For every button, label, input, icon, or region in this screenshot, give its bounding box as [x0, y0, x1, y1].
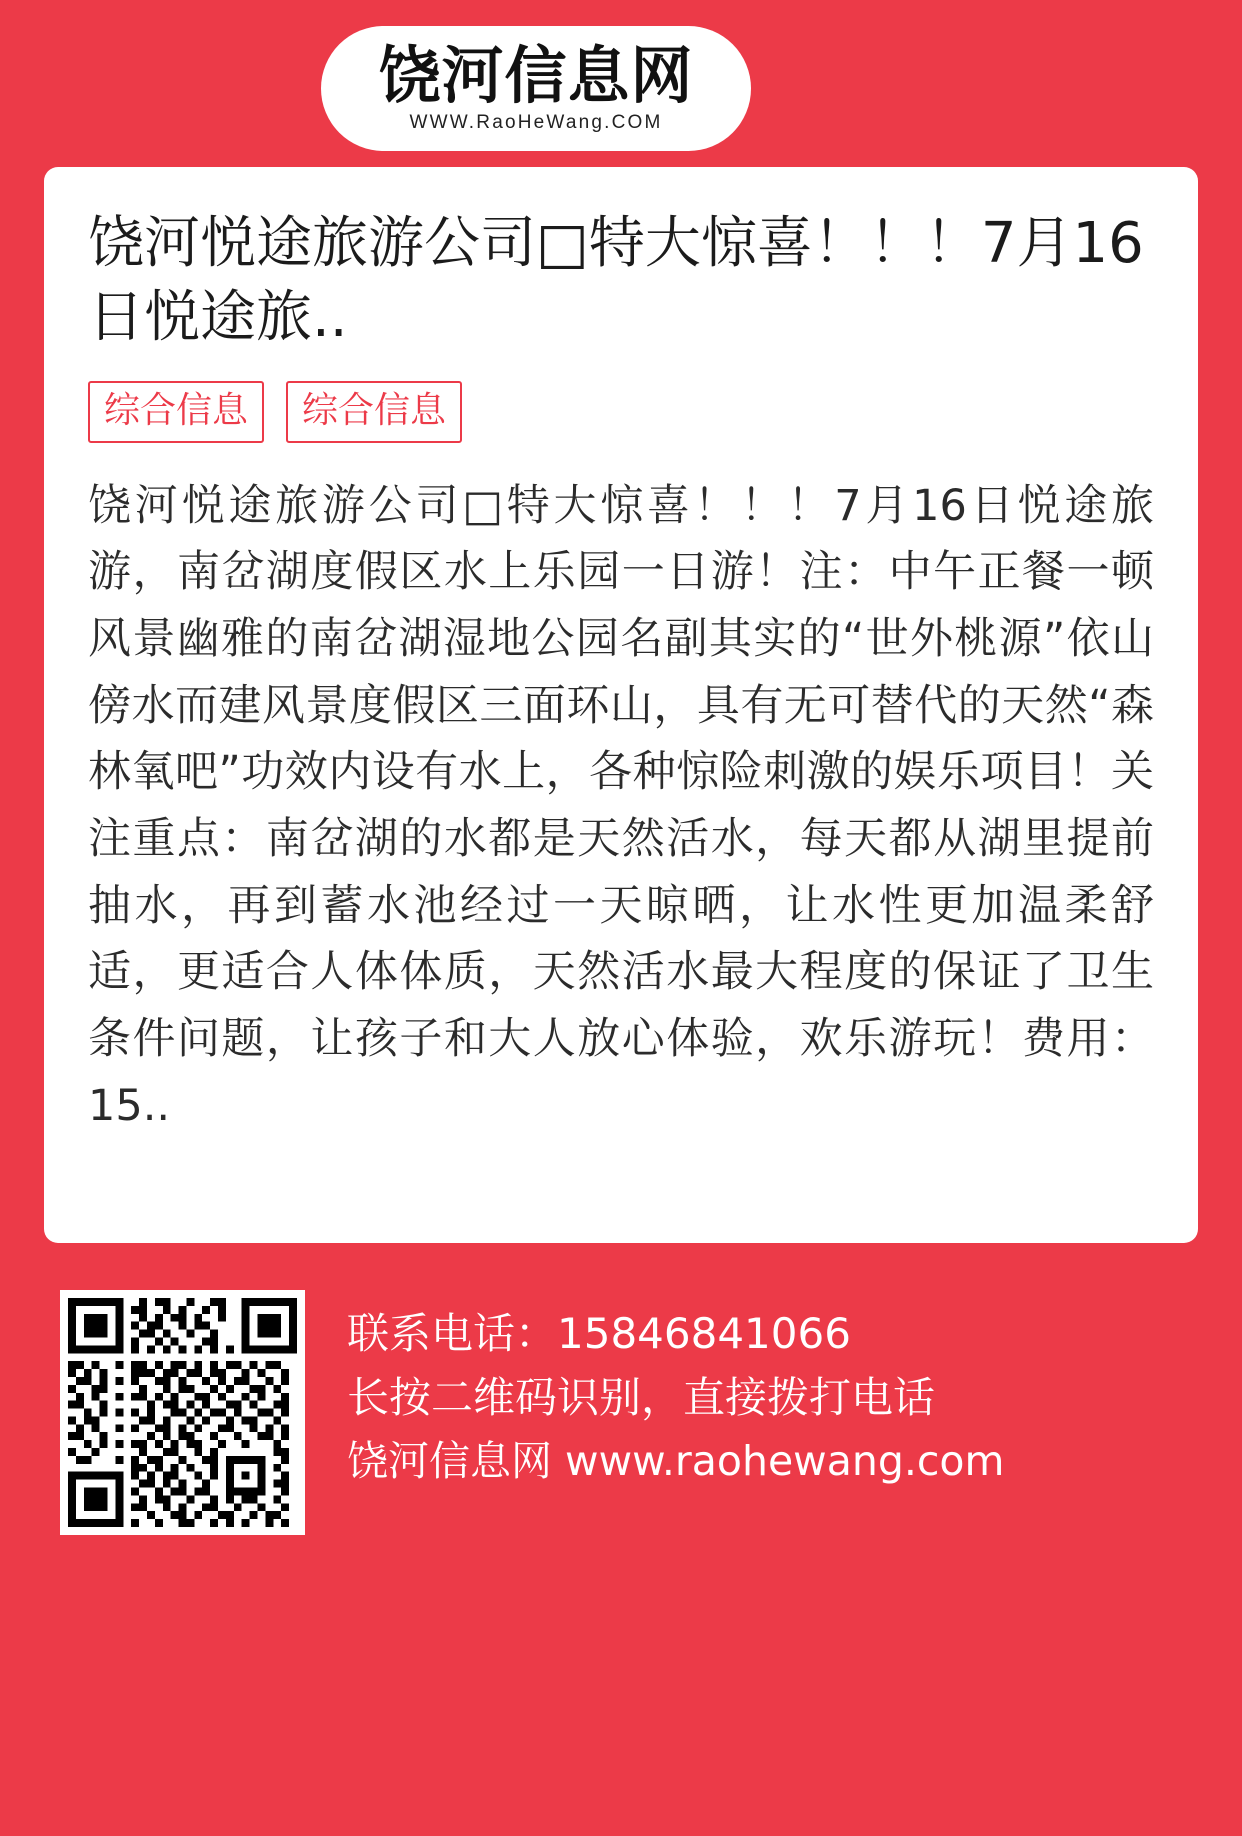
site-logo-url: WWW.RaoHeWang.COM: [409, 112, 663, 134]
site-link[interactable]: 饶河信息网 www.raohewang.com: [347, 1436, 1005, 1485]
article-body: 饶河悦途旅游公司□特大惊喜！！！7月16日悦途旅游，南岔湖度假区水上乐园一日游！注：中午正餐一顿风景幽雅的南岔湖湿地公园名副其实的“世外桃源”依山傍水而建风景度假区三面环山，具有无可替代的天然“森林氧吧”功效内设有水上，各种惊险刺激的娱乐项目！关注重点：南岔湖的水都是天然活水，每天都从湖里提前抽水，再到蓄水池经过一天晾晒，让水性更加温柔舒适，更适合人体体质，天然活水最大程度的保证了卫生条件问题，让孩子和大人放心体验，欢乐游玩！费用：15..: [88, 480, 1154, 1131]
category-tag-1[interactable]: 综合信息: [88, 381, 264, 443]
page-title: 饶河悦途旅游公司□特大惊喜！！！7月16日悦途旅..: [88, 211, 1144, 350]
qr-code[interactable]: [60, 1290, 305, 1535]
contact-phone: 联系电话：15846841066: [347, 1309, 851, 1358]
qr-code-image: [68, 1298, 297, 1527]
qr-hint: 长按二维码识别，直接拨打电话: [347, 1372, 936, 1422]
footer: [0, 1280, 1242, 1836]
tag-list: [88, 381, 1154, 443]
site-logo-title: 饶河信息网: [378, 38, 694, 112]
site-logo: [321, 26, 751, 151]
article-card: [44, 167, 1198, 1243]
category-tag-2[interactable]: 综合信息: [286, 381, 462, 443]
footer-text-block: [347, 1302, 1004, 1492]
